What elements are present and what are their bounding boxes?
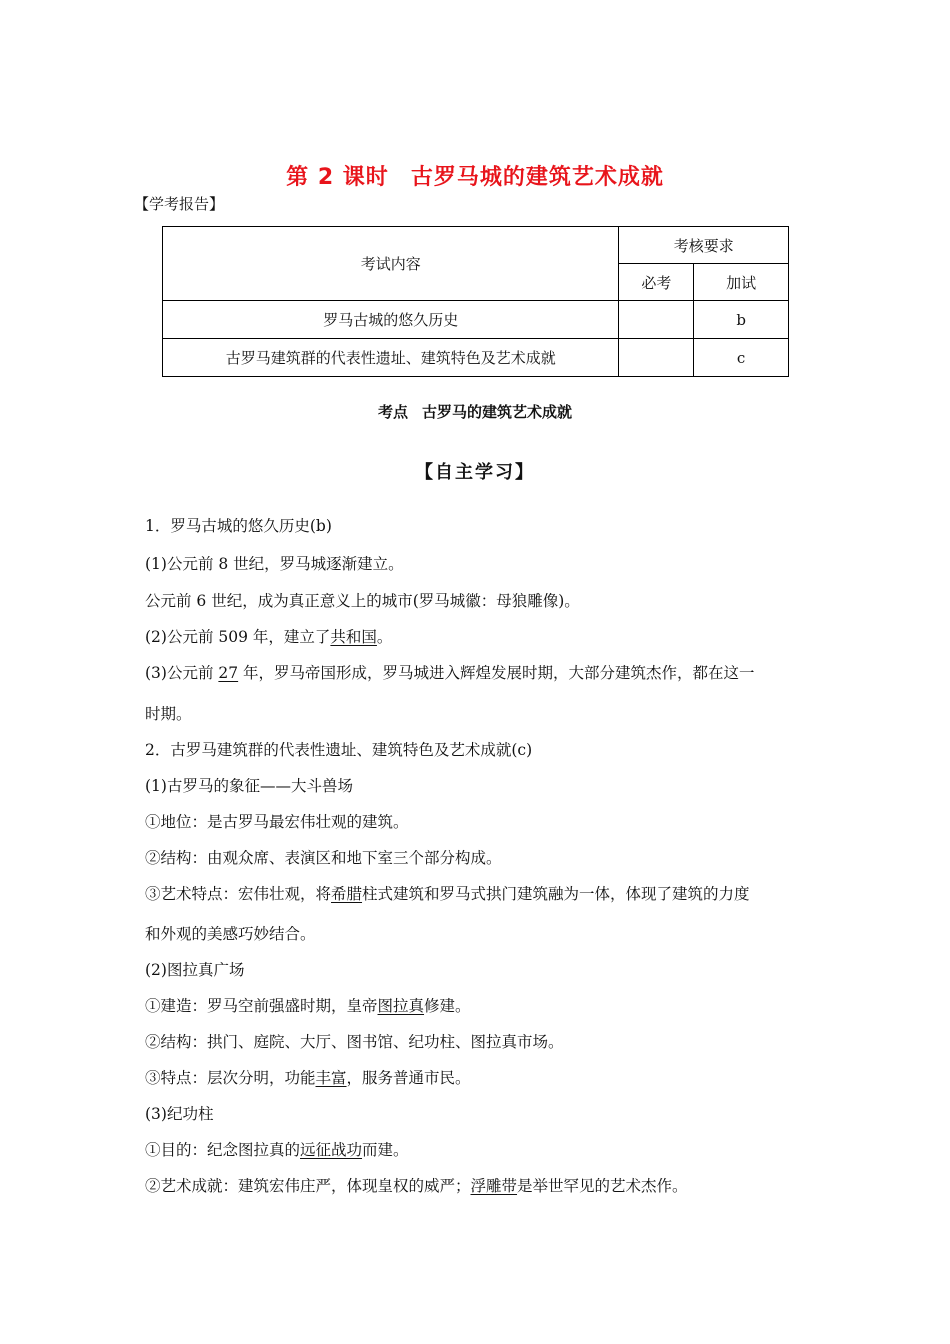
text-line: (1)公元前 8 世纪，罗马城逐渐建立。	[145, 555, 404, 573]
text-line: 1．罗马古城的悠久历史(b)	[145, 517, 332, 535]
answer-blank: 希腊	[331, 885, 363, 903]
answer-blank: 浮雕带	[470, 1177, 518, 1195]
requirement-header: 考核要求	[619, 227, 789, 264]
answer-blank: 远征战功	[300, 1141, 363, 1159]
row-required	[619, 339, 694, 377]
lesson-title	[0, 160, 950, 191]
text-line: 和外观的美感巧妙结合。	[145, 925, 316, 943]
answer-blank: 共和国	[330, 628, 377, 646]
text-line: ②结构：拱门、庭院、大厅、图书馆、纪功柱、图拉真市场。	[145, 1033, 564, 1051]
row-content: 罗马古城的悠久历史	[163, 301, 619, 339]
text-line: ②艺术成就：建筑宏伟庄严，体现皇权的威严；浮雕带是举世罕见的艺术杰作。	[145, 1177, 688, 1195]
content-header: 考试内容	[163, 227, 619, 301]
table-row	[163, 301, 789, 339]
report-label: 【学考报告】	[134, 195, 225, 213]
row-content: 古罗马建筑群的代表性遗址、建筑特色及艺术成就	[163, 339, 619, 377]
text-line: (3)纪功柱	[145, 1105, 214, 1123]
text-line: ①建造：罗马空前强盛时期，皇帝图拉真修建。	[145, 997, 471, 1015]
text-line: ③艺术特点：宏伟壮观，将希腊柱式建筑和罗马式拱门建筑融为一体，体现了建筑的力度	[145, 885, 750, 903]
text-line: (2)公元前 509 年，建立了共和国。	[145, 628, 393, 646]
text-line: 2．古罗马建筑群的代表性遗址、建筑特色及艺术成就(c)	[145, 741, 533, 759]
text-line: ①目的：纪念图拉真的远征战功而建。	[145, 1141, 409, 1159]
exam-requirements-table	[162, 226, 789, 377]
kaodian-text: 古罗马的建筑艺术成就	[422, 403, 573, 421]
row-extra: b	[694, 301, 789, 339]
lesson-name: 古罗马城的建筑艺术成就	[410, 165, 664, 190]
row-extra: c	[694, 339, 789, 377]
text-line: (3)公元前 27 年，罗马帝国形成，罗马城进入辉煌发展时期，大部分建筑杰作，都在这一	[145, 664, 755, 682]
text-line: 时期。	[145, 705, 192, 723]
row-required	[619, 301, 694, 339]
required-header: 必考	[619, 264, 694, 301]
answer-blank: 图拉真	[377, 997, 425, 1015]
answer-blank: 27	[218, 664, 239, 682]
lesson-number: 第 2 课时	[286, 165, 389, 190]
table-row	[163, 339, 789, 377]
kaodian-heading	[0, 401, 950, 422]
text-line: 公元前 6 世纪，成为真正意义上的城市(罗马城徽：母狼雕像)。	[145, 592, 580, 610]
text-line: (1)古罗马的象征——大斗兽场	[145, 777, 353, 795]
answer-blank: 丰富	[315, 1069, 347, 1087]
text-line: ②结构：由观众席、表演区和地下室三个部分构成。	[145, 849, 502, 867]
kaodian-label: 考点	[377, 403, 408, 421]
extra-header: 加试	[694, 264, 789, 301]
text-line: ③特点：层次分明，功能丰富，服务普通市民。	[145, 1069, 471, 1087]
text-line: ①地位：是古罗马最宏伟壮观的建筑。	[145, 813, 409, 831]
text-line: (2)图拉真广场	[145, 961, 245, 979]
section-title: 【自主学习】	[415, 462, 535, 483]
